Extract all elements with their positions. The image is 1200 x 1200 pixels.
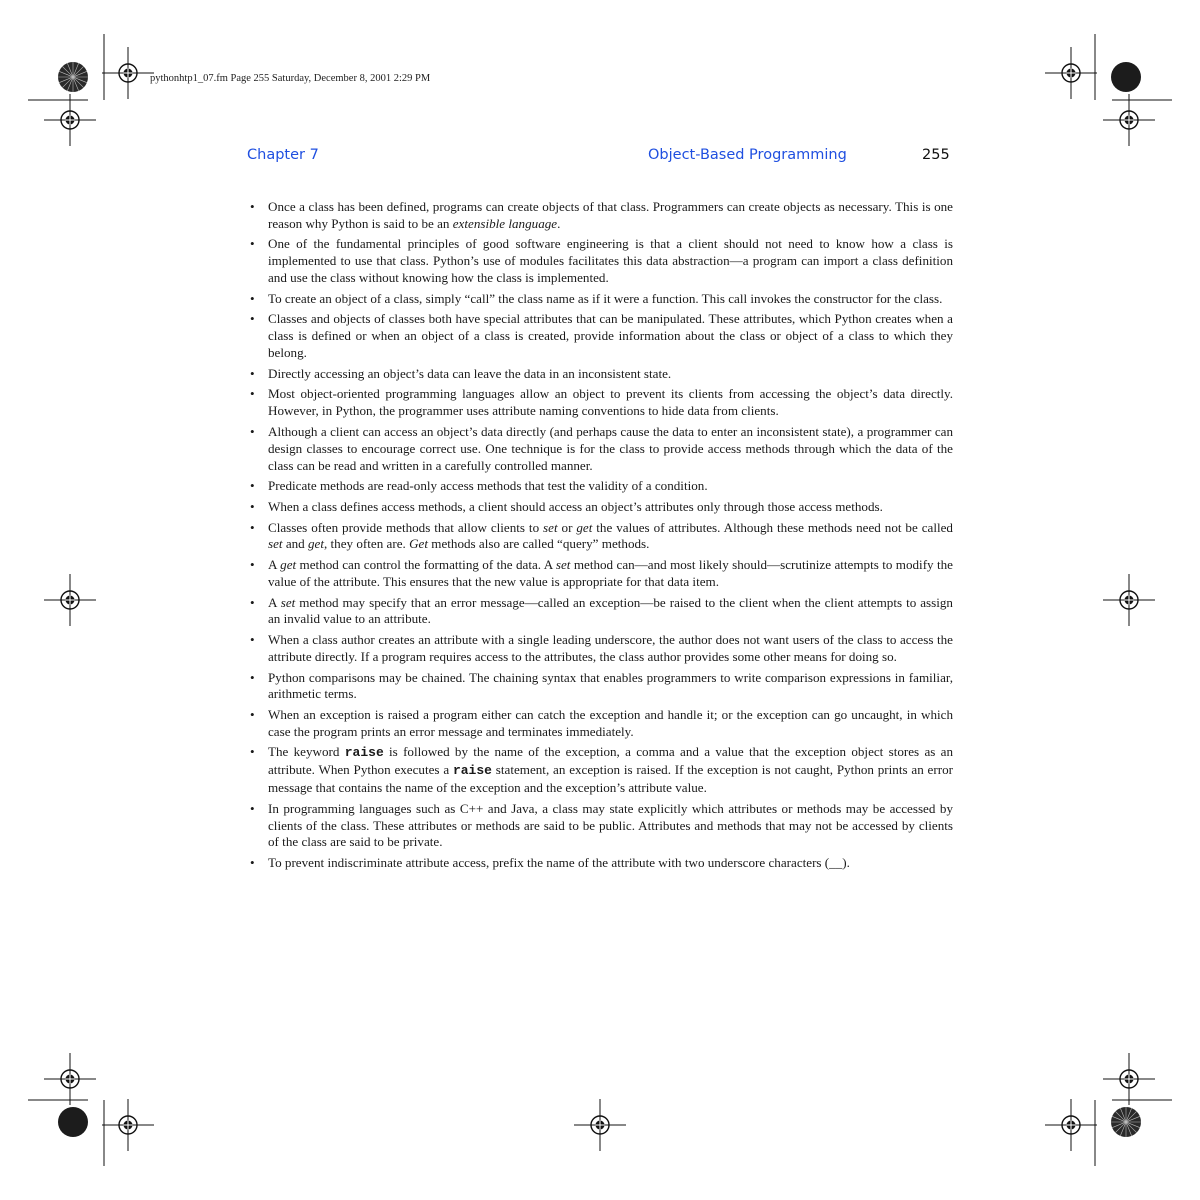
registration-target-icon xyxy=(102,47,154,99)
color-bar-solid-icon xyxy=(1111,62,1141,92)
registration-target-icon xyxy=(574,1099,626,1151)
list-item: • One of the fundamental principles of good software engineering is that a client should not need to know how a class is implemented to use that class. Python’s use of modules facilitates this data abstraction—a program can import a class definition and use the class without knowing how the class is implemented. xyxy=(247,236,953,286)
crop-marks-top xyxy=(28,34,1172,100)
list-item: • Although a client can access an object’s data directly (and perhaps cause the data to enter an inconsistent state), a programmer can design classes to encourage correct use. One technique is for the class to provide access methods through which the data of the class can be read and written in a carefully controlled manner. xyxy=(247,424,953,474)
page-number: 255 xyxy=(922,147,950,163)
registration-target-icon xyxy=(1103,1053,1155,1105)
code-keyword: raise xyxy=(344,745,384,761)
list-item: • A set method may specify that an error message—called an exception—be raised to the client when the client attempts to assign an invalid value to an attribute. xyxy=(247,595,953,629)
list-item: • When a class author creates an attribute with a single leading underscore, the author does not want users of the class to access the attribute directly. If a program requires access to the attributes, the class author provides some other means for doing so. xyxy=(247,632,953,666)
list-item: • Classes and objects of classes both have special attributes that can be manipulated. These attributes, which Python creates when a class is defined or when an object of a class is created, provide information about the class or object of a class to which they belong. xyxy=(247,311,953,361)
registration-target-icon xyxy=(1045,47,1097,99)
list-item: • Predicate methods are read-only access methods that test the validity of a condition. xyxy=(247,478,953,495)
code-keyword: raise xyxy=(452,763,492,779)
registration-target-icon xyxy=(1045,1099,1097,1151)
list-item: • Classes often provide methods that allow clients to set or get the values of attributes. Although these methods need not be called set and get, they often are. Get methods also are called “query” methods. xyxy=(247,520,953,554)
list-item: • When an exception is raised a program either can catch the exception and handle it; or the exception can go uncaught, in which case the program prints an error message and terminates immediately. xyxy=(247,707,953,741)
list-item: • When a class defines access methods, a client should access an object’s attributes only through those access methods. xyxy=(247,499,953,516)
chapter-title: Object-Based Programming xyxy=(648,147,847,163)
list-item: • Directly accessing an object’s data can leave the data in an inconsistent state. xyxy=(247,366,953,383)
summary-bullet-list xyxy=(247,199,953,876)
list-item: • A get method can control the formatting of the data. A set method can—and most likely should—scrutinize attempts to modify the value of the attribute. This ensures that the new value is appropriate for that data item. xyxy=(247,557,953,591)
list-item: • Once a class has been defined, programs can create objects of that class. Programmers can create objects as necessary. This is one reason why Python is said to be an extensible language. xyxy=(247,199,953,233)
color-bar-solid-icon xyxy=(58,1107,88,1137)
registration-target-icon xyxy=(44,1053,96,1105)
color-bar-starburst-icon xyxy=(1111,1107,1141,1137)
list-item: • Most object-oriented programming languages allow an object to prevent its clients from accessing the object’s data directly. However, in Python, the programmer uses attribute naming conventions to hide data from clients. xyxy=(247,386,953,420)
list-item: • The keyword raise is followed by the name of the exception, a comma and a value that the exception object stores as an attribute. When Python executes a raise statement, an exception is raised. If the exception is not caught, Python prints an error message that contains the name of the exception and the exception’s attribute value. xyxy=(247,744,953,796)
list-item: • In programming languages such as C++ and Java, a class may state explicitly which attributes or methods may be accessed by clients of the class. These attributes or methods are said to be public. Attributes and methods that may not be accessed by clients of the class are said to be private. xyxy=(247,801,953,851)
list-item: • Python comparisons may be chained. The chaining syntax that enables programmers to write comparison expressions in familiar, arithmetic terms. xyxy=(247,670,953,704)
registration-target-icon xyxy=(102,1099,154,1151)
registration-target-icon xyxy=(1103,94,1155,146)
chapter-label: Chapter 7 xyxy=(247,147,319,163)
list-item: • To prevent indiscriminate attribute access, prefix the name of the attribute with two underscore characters (__). xyxy=(247,855,953,872)
registration-target-icon xyxy=(44,94,96,146)
registration-target-icon xyxy=(1103,574,1155,626)
list-item: • To create an object of a class, simply “call” the class name as if it were a function. This call invokes the constructor for the class. xyxy=(247,291,953,308)
file-slug: pythonhtp1_07.fm Page 255 Saturday, December 8, 2001 2:29 PM xyxy=(150,73,431,84)
registration-target-icon xyxy=(44,574,96,626)
color-bar-starburst-icon xyxy=(58,62,88,92)
